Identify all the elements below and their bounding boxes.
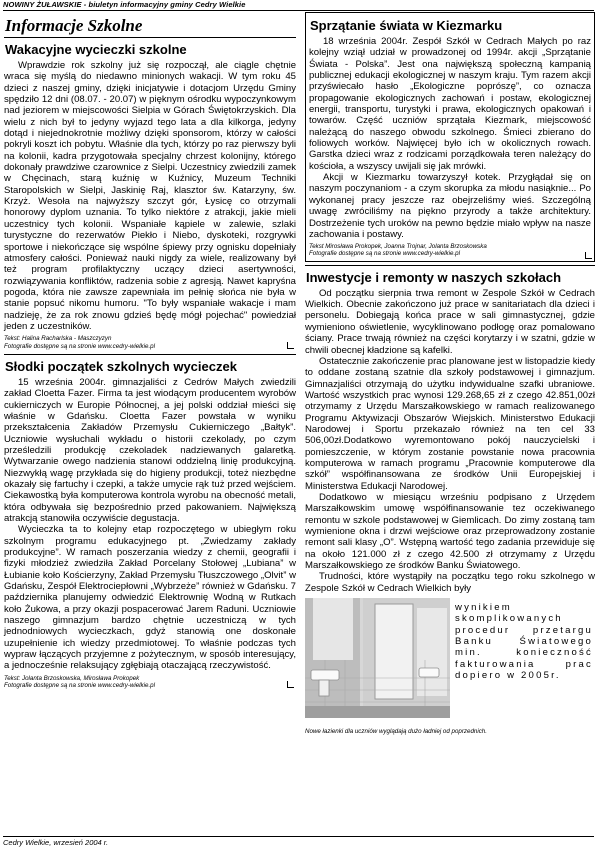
article-credits bbox=[4, 335, 296, 351]
article-sweet-trip bbox=[4, 359, 296, 691]
article-paragraph: Od początku sierpnia trwa remont w Zespole Szkół w Cedrach Wielkich. Obecnie zakończono już prace w sanitariatach dla dzieci i personelu. Dobiegają końca prace w sali gimnastycznej, gdzie wymieniono oświetlenie, wycyklinowano podłogę oraz pomalowano ściany. Prace trwają również na części korytarzy i w szatni, gdzie w chwili obecnej kładzione są kafelki. bbox=[305, 287, 595, 356]
divider bbox=[4, 354, 296, 355]
article-paragraph: Trudności, które wystąpiły na początku tego roku szkolnego w Zespole Szkół w Cedrach Wielkich były bbox=[305, 571, 595, 594]
right-column bbox=[305, 12, 595, 735]
footer-text: Cedry Wielkie, wrzesień 2004 r. bbox=[3, 838, 109, 847]
photo-caption: Nowe łazienki dla uczniów wyglądają dużo ładniej od poprzednich. bbox=[305, 728, 487, 736]
section-title: Informacje Szkolne bbox=[4, 14, 296, 38]
article-paragraph: Dodatkowo w miesiącu wrześniu podpisano z Urzędem Marszałkowskim umowę współfinansowanie tez oczekiwanego remontu w szkole podstawowej w Giemlicach. Do zimy zostaną tam wymienione okna i drzwi wejściowe oraz przeprowadzony zostanie remont sali klasy „O”. Wstępną wartość tego zadania przewiduje się na około 121.000 zł z czego 42.500 zł otrzymamy z Urzędu Marszałkowskiego ze środków Banku Światowego. bbox=[305, 491, 595, 572]
article-title: Inwestycje i remonty w naszych szkołach bbox=[306, 269, 562, 285]
credit-photo: Fotografie dostępne są na stronie www.cedry-wielkie.pl bbox=[4, 342, 155, 350]
article-paragraph: Wprawdzie rok szkolny już się rozpoczął, ale ciągle chętnie wraca się myślą do niedawno minionych wakacji. W tym roku 45 dzieci z naszej gminy, dzięki inicjatywie i dotacjom Urzędu Gminy spędziło 12 dni (08.07. - 20.07) w pięknym ośrodku wypoczynkowym nad jeziorem w miejscowości Sielpia w Górach Świętokrzyskich. Dla wielu z nich był to jedyny wyjazd tego lata a dla kilkorga, jedyny dotąd i niejednokrotnie możliwy dzięki sponsorom, którzy w całości pokryli koszt ich pobytu. Właśnie dla tych, którzy po raz pierwszy byli na kolonii, kadra przygotowała specjalny chrzest kolonijny, którego dokonały prawdziwe czarownice z Sielpi. Uczestnicy zwiedzili zamek w Chęcinach, starą kuźnię w Kuźnicy, Muzeum Techniki Staropolskich w Sielpi, Jaskinię Raj, klasztor św. Katarzyny, św. Krzyż. Wesoła na najwyższy szczyt gór, Łysicę co otrzymali honorowy dyplom uznania. To tylko niektóre z atrakcji, jakie mieli uczestnicy tych kolonii. Wspaniałe kąpiele w zalewie, szlaki turystyczne do rezerwatów Piekło i Niebo, dyskoteki, rozgrywki sportowe i niekończące się wspólne śpiewy przy ognisku dopełniały atmosfery całości. Ponieważ nauki nigdy za wiele, realizowany był też program profilaktyczny uczący dzieci asertywności, rozwiązywania konfliktów, radzenia sobie z agresją. Nawet kapryśna pogoda, która nie zawsze zapewniała im pełnię słońca nie była w stanie popsuć nikomu humoru. "To były wspaniałe wakacje i mam nadzieję, że za rok znowu gdzieś będę mógł pojechać" powiedział jeden z uczestników. bbox=[4, 60, 296, 332]
bathroom-photo bbox=[305, 598, 450, 718]
article-paragraph: 18 września 2004r. Zespół Szkół w Cedrach Małych po raz kolejny wziął udział w prowadzonej od 1994r. akcji „Sprzątanie Świata - Polska”. Jest ona największą społeczną kampanią publicznej edukacji ekologicznej w naszym kraju. Tym razem akcji przyświecało hasło „Ekologiczne poprószę”, co oznacza propagowanie ekologicznych zachowań i postaw, ekologicznej energii, transportu, turystyki i prawa, ekologicznych opakowań i towarów. Część uczniów sprzątała Kiezmark, miejscowość należącą do naszego obwodu szkolnego. Śmieci zbierano do foliowych worków. Najwięcej było ich w okolicznych rowach. Garstka dzieci wraz z rodzicami porządkowała teren należący do kościoła, a wszyscy uwijali się jak mrówki. bbox=[309, 36, 591, 172]
header-rule bbox=[3, 10, 594, 11]
article-paragraph: 15 września 2004r. gimnazjaliści z Cedrów Małych zwiedzili zakład Cloetta Fazer. Firma ta jest wiodącym producentem wyrobów cukierniczych w Europie Północnej, a jej polski oddział mieści się właśnie w Gdańsku. Cloetta Fazer powstała w wyniku przekształcenia Zakładów Przemysłu Cukierniczego „Bałtyk”. Uczniowie wysłuchali wykładu o historii czekolady, po czym prześledzili produkcję czekoladek nadziewanych galaretką. Wytwarzanie owego nadzienia stanowi oddzielną linię produkcyjną. Niezwykłą wagę przykłada się do higieny produkcji, toteż niezbędne okazały się fartuchy i czepki, a także umycie rąk tuż przed wejściem. Ciekawostką była komputerowa kontrola wyrobu na obecność metali, która odbywała się bezpośrednio przed pakowaniem. Największą atrakcją stanowiła oczywiście degustacja. bbox=[4, 376, 296, 524]
article-investments bbox=[305, 270, 595, 735]
article-title: Sprzątanie świata w Kiezmarku bbox=[310, 18, 503, 33]
divider bbox=[305, 265, 595, 266]
article-paragraph: Wycieczka ta to kolejny etap rozpoczętego w ubiegłym roku szkolnym programu edukacyjnego pt. „Zwiedzamy zakłady produkcyjne”. W ramach poszerzania wiedzy z chemii, geografii i fizyki młodzież zwiedziła Zakład Porcelany Stołowej „Lubiana” w Łubianie koło Kościerzyny, Zakład Przemysłu Tłuszczowego „Olvit” w Gdańsku, Zespół Elektrociepłowni „Wybrzeże” również w Gdańsku. 7 października planujemy odwiedzić Elektrownię Wodną w Rutkach koło Żukowa, a przy okazji pospacerować Jarem Raduni. Uczniowie naszego gimnazjum bardzo chętnie uczestniczą w tych jednodniowych wycieczkach, gdyż stanowią one doskonałe uzupełnienie ich wiedzy przedmiotowej. To właśnie podczas tych wypraw łączących przyjemne z pożytecznym, w sposób interesujący, a jednocześnie relaksujący zgłębiają otaczającą rzeczywistość. bbox=[4, 524, 296, 672]
article-summer-trips bbox=[4, 42, 296, 351]
header-text: NOWINY ŻUŁAWSKIE - biuletyn informacyjny gminy Cedry Wielkie bbox=[3, 0, 246, 9]
end-mark bbox=[585, 252, 592, 259]
article-title: Wakacyjne wycieczki szkolne bbox=[5, 42, 187, 57]
article-cleanup bbox=[305, 12, 595, 262]
article-paragraph: Akcji w Kiezmarku towarzyszył kotek. Przygłądał się on naszym poczynaniom - a czym skorupka za młodu nasiąknie... Po wykonanej pracy jeszcze raz obejrzeliśmy wieś. Szczególną uwagę zwróciliśmy na piękno przyrody a także architektury. Dostrzeżenie tych uroków na pewno będzie miało wpływ na nasze zachowania i postawy. bbox=[309, 172, 591, 240]
article-credits bbox=[4, 675, 296, 691]
page-footer bbox=[0, 836, 600, 850]
article-paragraph: Ostatecznie zakończenie prac planowane jest w listopadzie kiedy to oddane zostaną szatnie dla szkoły podstawowej i gimnazjum. Gimnazjaliści otrzymają do użytku indywidualne szafki ubraniowe. Wartość wszystkich prac wynosi 129.268,65 zł z czego 42.851,00zł otrzymamy z Urzędu Marszałkowskiego w ramach realizowanego Programu Aktywizacji Obszarów Wiejskich. Ministerstwo Edukacji Narodowej i Sportu przekazało również na ten cel 33 506,00zł.Dodatkowo wyremontowano pokój nauczycielski i pomieszczenie, w którym zostanie powstanie nowa pracownia komputerowa w ramach programu „Pracownie komputerowe dla szkół” współfinansowana ze środków Unii Europejskiej i Ministerstwa Edukacji Narodowej. bbox=[305, 355, 595, 492]
page-header bbox=[0, 0, 600, 11]
end-mark bbox=[287, 342, 294, 349]
credit-author: Tekst Mirosława Prokopek, Joanna Trojnar, Jolanta Brzoskowska bbox=[309, 243, 487, 251]
photo-row bbox=[305, 598, 595, 726]
credit-author: Tekst: Jolanta Brzoskowska, Mirosława Prokopek bbox=[4, 674, 140, 682]
end-mark bbox=[287, 681, 294, 688]
photo-side-text: wynikiem skomplikowanych procedur przetargu Banku Światowego min. konieczność fakturowania prac dopiero w 2005r. bbox=[455, 602, 593, 682]
article-title: Słodki początek szkolnych wycieczek bbox=[5, 358, 237, 374]
credit-author: Tekst: Halina Racharlska - Maszczyzyn bbox=[4, 335, 112, 343]
article-credits bbox=[309, 243, 591, 259]
credit-photo: Fotografie dostępne są na stronie www.cedry-wielkie.pl bbox=[309, 250, 460, 258]
footer-rule bbox=[3, 836, 594, 837]
credit-photo: Fotografie dostępne są na stronie www.cedry-wielkie.pl bbox=[4, 682, 155, 690]
bathroom-illustration bbox=[305, 598, 450, 718]
left-column bbox=[4, 12, 296, 690]
